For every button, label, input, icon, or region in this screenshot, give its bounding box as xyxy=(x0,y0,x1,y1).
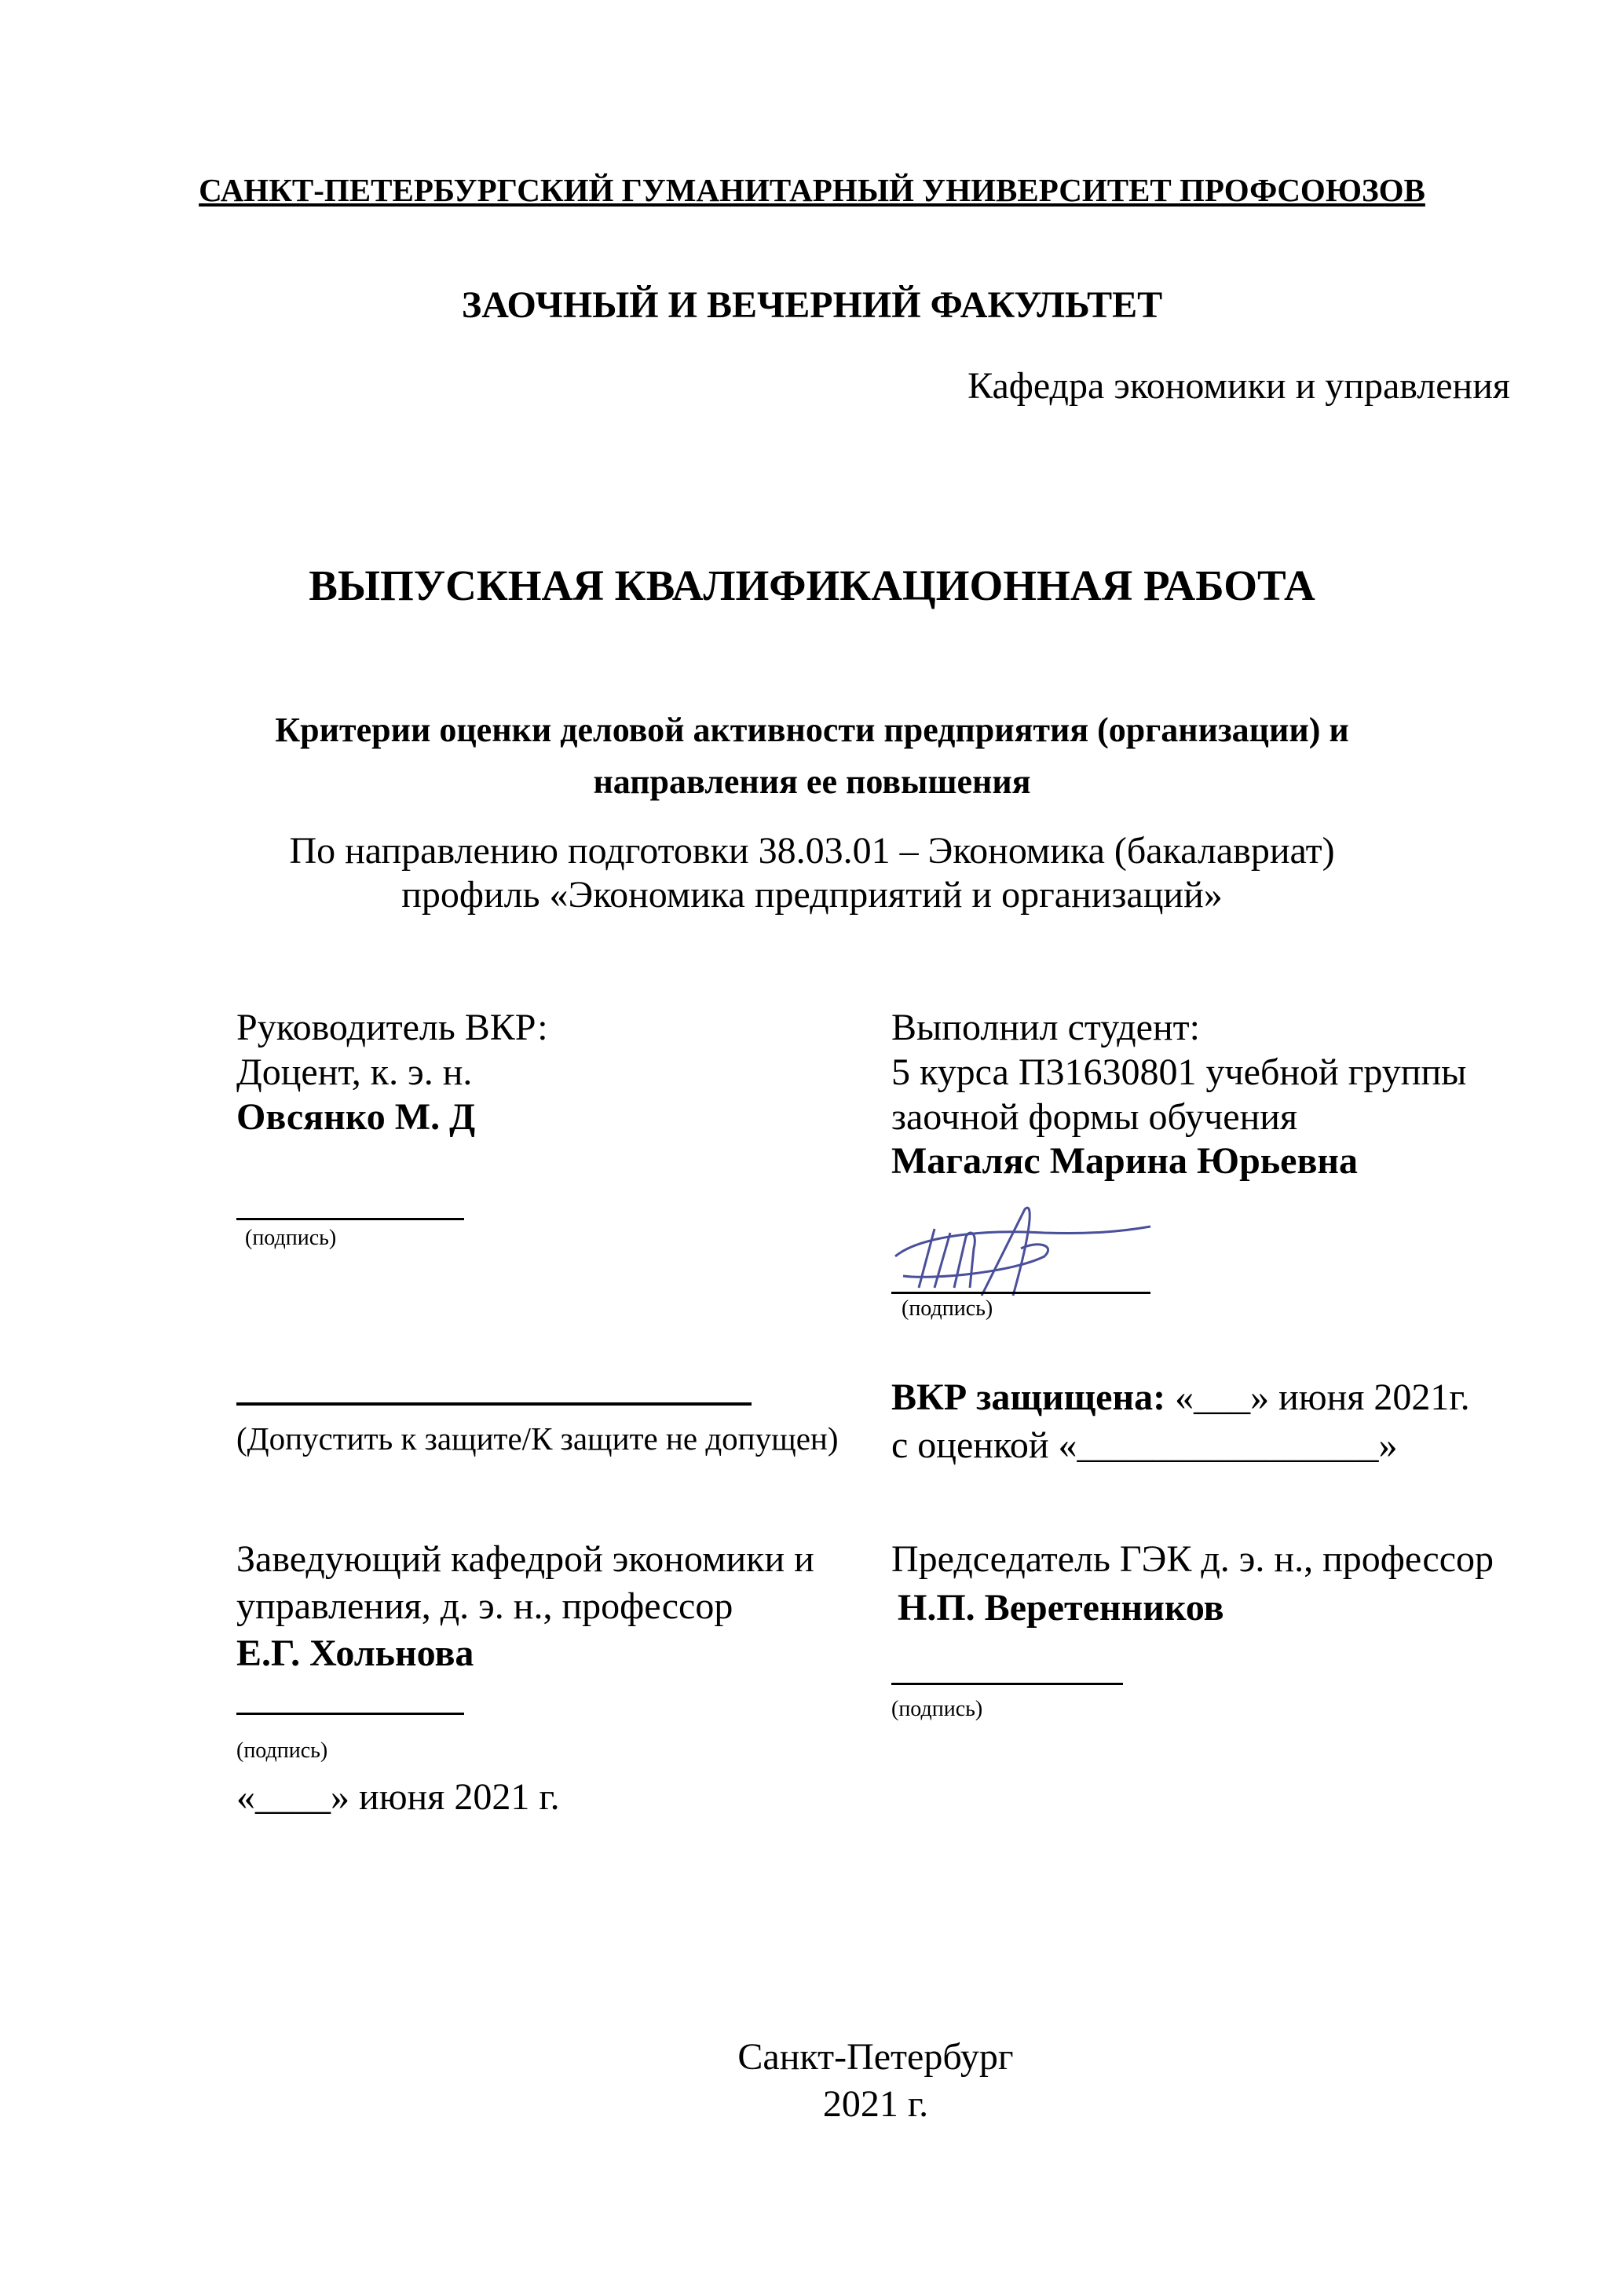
head-signature-line xyxy=(236,1713,464,1715)
supervisor-signature-line xyxy=(236,1218,464,1220)
work-type-title: ВЫПУСКНАЯ КВАЛИФИКАЦИОННАЯ РАБОТА xyxy=(309,561,1315,609)
defense-date: «___» июня 2021г. xyxy=(1175,1377,1470,1418)
footer-year: 2021 г. xyxy=(822,2083,929,2125)
head-date: «____» июня 2021 г. xyxy=(236,1776,560,1818)
student-label: Выполнил студент: xyxy=(891,1007,1200,1048)
student-course: 5 курса П31630801 учебной группы xyxy=(891,1051,1467,1093)
direction-line-1: По направлению подготовки 38.03.01 – Экономика (бакалавриат) xyxy=(289,830,1335,872)
student-signature-caption: (подпись) xyxy=(902,1296,993,1321)
supervisor-name: Овсянко М. Д xyxy=(236,1096,476,1138)
direction-line-2: профиль «Экономика предприятий и организаций» xyxy=(401,874,1223,916)
chairman-signature-line xyxy=(891,1683,1123,1685)
head-position-line-1: Заведующий кафедрой экономики и xyxy=(236,1538,814,1580)
student-name: Магаляс Марина Юрьевна xyxy=(891,1140,1359,1182)
admission-decision-line[interactable] xyxy=(236,1402,752,1406)
head-name: Е.Г. Хольнова xyxy=(236,1632,474,1674)
head-position-line-2: управления, д. э. н., профессор xyxy=(236,1585,733,1627)
department-name: Кафедра экономики и управления xyxy=(967,365,1510,407)
student-signature-icon xyxy=(887,1201,1154,1303)
student-signature-line xyxy=(891,1292,1150,1294)
supervisor-label: Руководитель ВКР: xyxy=(236,1007,548,1048)
student-form: заочной формы обучения xyxy=(891,1096,1298,1138)
defense-label: ВКР защищена: xyxy=(891,1377,1166,1418)
defense-grade: с оценкой «________________» xyxy=(891,1424,1398,1466)
admission-caption: (Допустить к защите/К защите не допущен) xyxy=(236,1420,839,1457)
head-signature-caption: (подпись) xyxy=(236,1738,328,1763)
faculty-name: ЗАОЧНЫЙ И ВЕЧЕРНИЙ ФАКУЛЬТЕТ xyxy=(461,284,1163,326)
topic-line-2: направления ее повышения xyxy=(593,762,1031,801)
defense-status xyxy=(891,1379,1470,1417)
chairman-name: Н.П. Веретенников xyxy=(898,1587,1224,1629)
footer-city: Санкт-Петербург xyxy=(737,2036,1014,2078)
chairman-position: Председатель ГЭК д. э. н., профессор xyxy=(891,1538,1494,1580)
chairman-signature-caption: (подпись) xyxy=(891,1697,983,1721)
supervisor-position: Доцент, к. э. н. xyxy=(236,1051,473,1093)
university-name: САНКТ-ПЕТЕРБУРГСКИЙ ГУМАНИТАРНЫЙ УНИВЕРСИТЕТ ПРОФСОЮЗОВ xyxy=(199,172,1425,208)
supervisor-signature-caption: (подпись) xyxy=(245,1226,337,1250)
topic-line-1: Критерии оценки деловой активности предприятия (организации) и xyxy=(275,711,1349,749)
